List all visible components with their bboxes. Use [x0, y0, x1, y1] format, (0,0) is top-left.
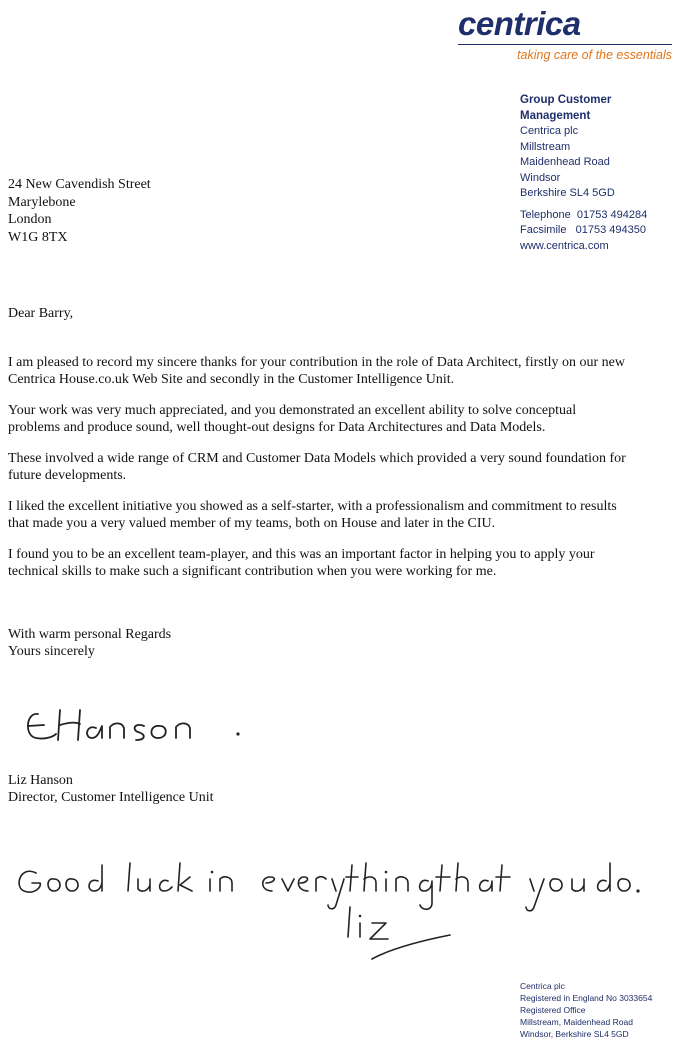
closing-line: With warm personal Regards	[8, 627, 172, 642]
company-logo	[458, 6, 672, 64]
sender-department: Group Customer Management	[520, 94, 612, 122]
signatory-name: Liz Hanson	[8, 773, 73, 788]
logo-underline	[458, 44, 672, 45]
sender-address-line: Maidenhead Road	[520, 156, 610, 168]
closing-line: Yours sincerely	[8, 644, 95, 659]
logo-wordmark: centrica	[458, 5, 581, 42]
registered-office-footer	[520, 980, 652, 1040]
sender-address-line: Centrica plc	[520, 125, 579, 137]
sender-address-block	[520, 93, 682, 254]
body-paragraph: Your work was very much appreciated, and you demonstrated an excellent ability to solve conceptual problems and produce sound, well thought-out designs for Data Architectures and Data Models.	[8, 403, 577, 435]
sender-address-line: Millstream	[520, 140, 571, 153]
recipient-address-line: 24 New Cavendish Street	[8, 177, 151, 192]
recipient-address-line: W1G 8TX	[8, 229, 68, 245]
sender-facsimile: Facsimile 01753 494350	[520, 224, 646, 236]
footer-line: Windsor, Berkshire SL4 5GD	[520, 1029, 629, 1039]
signatory-block	[8, 772, 214, 806]
body-paragraph: I liked the excellent initiative you showed as a self-starter, with a professionalism and commitment to results that made you a very valued member of my teams, both on House and later in the CIU.	[8, 499, 617, 531]
footer-line: Millstream, Maidenhead Road	[520, 1017, 633, 1027]
footer-line: Centrica plc	[520, 981, 565, 991]
logo-tagline: taking care of the essentials	[517, 48, 672, 62]
recipient-address-line: Marylebone	[8, 194, 76, 210]
body-paragraph: These involved a wide range of CRM and Customer Data Models which provided a very sound foundation for future developments.	[8, 451, 626, 483]
salutation: Dear Barry,	[8, 306, 74, 321]
recipient-address-block	[8, 176, 151, 246]
sender-website: www.centrica.com	[520, 239, 609, 252]
handwritten-note	[10, 845, 660, 965]
recipient-address-line: London	[8, 212, 52, 227]
sender-telephone: Telephone 01753 494284	[520, 208, 648, 221]
handwritten-signature	[20, 700, 260, 750]
sender-address-line: Berkshire SL4 5GD	[520, 187, 615, 199]
footer-line: Registered Office	[520, 1005, 586, 1015]
closing-block	[8, 626, 171, 660]
signatory-title: Director, Customer Intelligence Unit	[8, 790, 214, 805]
body-paragraph: I found you to be an excellent team-player, and this was an important factor in helping you to apply your technical skills to make such a significant contribution when you were working for me.	[8, 547, 595, 579]
footer-line: Registered in England No 3033654	[520, 993, 653, 1003]
body-paragraph: I am pleased to record my sincere thanks for your contribution in the role of Data Architect, firstly on our new Centrica House.co.uk Web Site and secondly in the Customer Intelligence Unit.	[8, 355, 625, 387]
sender-address-line: Windsor	[520, 171, 561, 184]
